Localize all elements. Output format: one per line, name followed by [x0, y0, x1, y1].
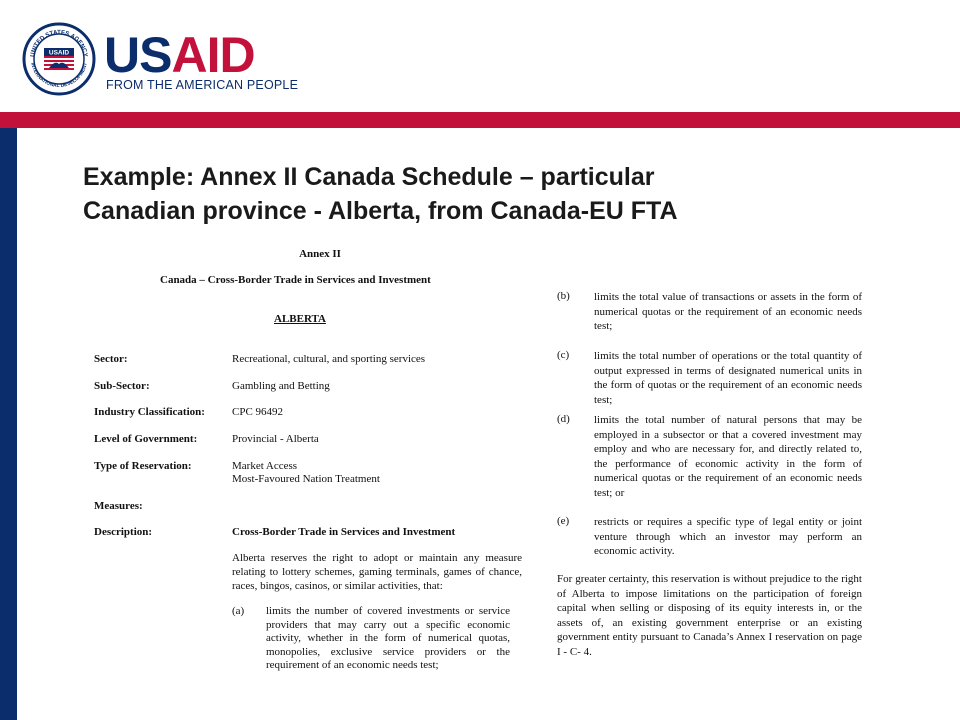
item-d-label: (d): [557, 413, 570, 425]
field-label-reservation: Type of Reservation:: [94, 460, 192, 472]
item-e-text: restricts or requires a specific type of legal entity or joint venture through which an investor may perform an economic activity.: [594, 516, 862, 557]
seal-text-bottom: INTERNATIONAL DEVELOPMENT: [29, 62, 89, 90]
slide-title-line1: Example: Annex II Canada Schedule – particular: [83, 163, 655, 191]
header-red-bar: [0, 112, 960, 128]
wordmark-us: US: [104, 27, 172, 83]
annex-subheading: Canada – Cross-Border Trade in Services and Investment: [160, 274, 431, 286]
annex-heading: Annex II: [299, 248, 341, 260]
header-banner: [0, 0, 960, 112]
annex-document-image: [90, 238, 880, 678]
field-label-description: Description:: [94, 526, 153, 538]
item-b-label: (b): [557, 290, 570, 302]
field-label-subsector: Sub-Sector:: [94, 380, 150, 392]
item-b-text: limits the total value of transactions or assets in the form of numerical quotas or the requirement of an economic needs test;: [594, 291, 862, 332]
field-value-description: Cross-Border Trade in Services and Investment: [232, 526, 456, 538]
field-label-sector: Sector:: [94, 353, 128, 365]
slide-title-line2: Canadian province - Alberta, from Canada-EU FTA: [83, 197, 678, 225]
item-c-label: (c): [557, 349, 570, 361]
certainty-paragraph: For greater certainty, this reservation is without prejudice to the right of Alberta to impose limitations on the participation of foreign capital when selling or disposing of its equity interests in, or the assets of, an existing government enterprise or an existing government entity pursuant to Canada’s Annex I reservation on page I - C- 4.: [557, 573, 862, 658]
field-value-sector: Recreational, cultural, and sporting services: [232, 353, 426, 365]
wordmark-aid: AID: [171, 27, 255, 83]
field-value-reservation: Market Access: [232, 460, 298, 472]
brand-tagline: FROM THE AMERICAN PEOPLE: [106, 78, 299, 92]
item-a-text: limits the number of covered investments or service providers that may carry out a specific economic activity, whether in the form of numerical quotas, monopolies, exclusive service providers or the requirement of an economic needs test;: [266, 605, 510, 671]
field-label-government: Level of Government:: [94, 433, 198, 445]
item-e-label: (e): [557, 515, 570, 527]
item-a-label: (a): [232, 605, 245, 617]
field-value-industry: CPC 96492: [232, 406, 284, 418]
field-value-government: Provincial - Alberta: [232, 433, 319, 445]
usaid-seal-icon: [22, 22, 96, 96]
usaid-wordmark: [104, 27, 255, 83]
seal-text-top: UNITED STATES AGENCY: [30, 29, 88, 58]
item-d-text: limits the total number of natural persons that may be employed in a subsector or that a covered investment may employ and who are necessary for, and directly related to, the performance of economic activity in the form of numerical quotas or the requirement of an economic needs test; or: [594, 414, 862, 499]
field-label-measures: Measures:: [94, 500, 143, 512]
field-value-subsector: Gambling and Betting: [232, 380, 330, 392]
description-paragraph: Alberta reserves the right to adopt or maintain any measure relating to lottery schemes, gaming terminals, games of chance, races, bingos, casinos, or similar activities, that:: [232, 552, 522, 592]
field-value-reservation-2: Most-Favoured Nation Treatment: [232, 473, 380, 485]
province-heading: ALBERTA: [274, 313, 326, 325]
item-c-text: limits the total number of operations or the total quantity of output expressed in terms of designated numerical units in the form of quotas or the requirement of an economic needs test;: [594, 350, 862, 406]
field-label-industry: Industry Classification:: [94, 406, 205, 418]
slide-title: [83, 160, 943, 228]
seal-center-text: USAID: [48, 49, 70, 57]
side-blue-bar: [0, 128, 17, 720]
